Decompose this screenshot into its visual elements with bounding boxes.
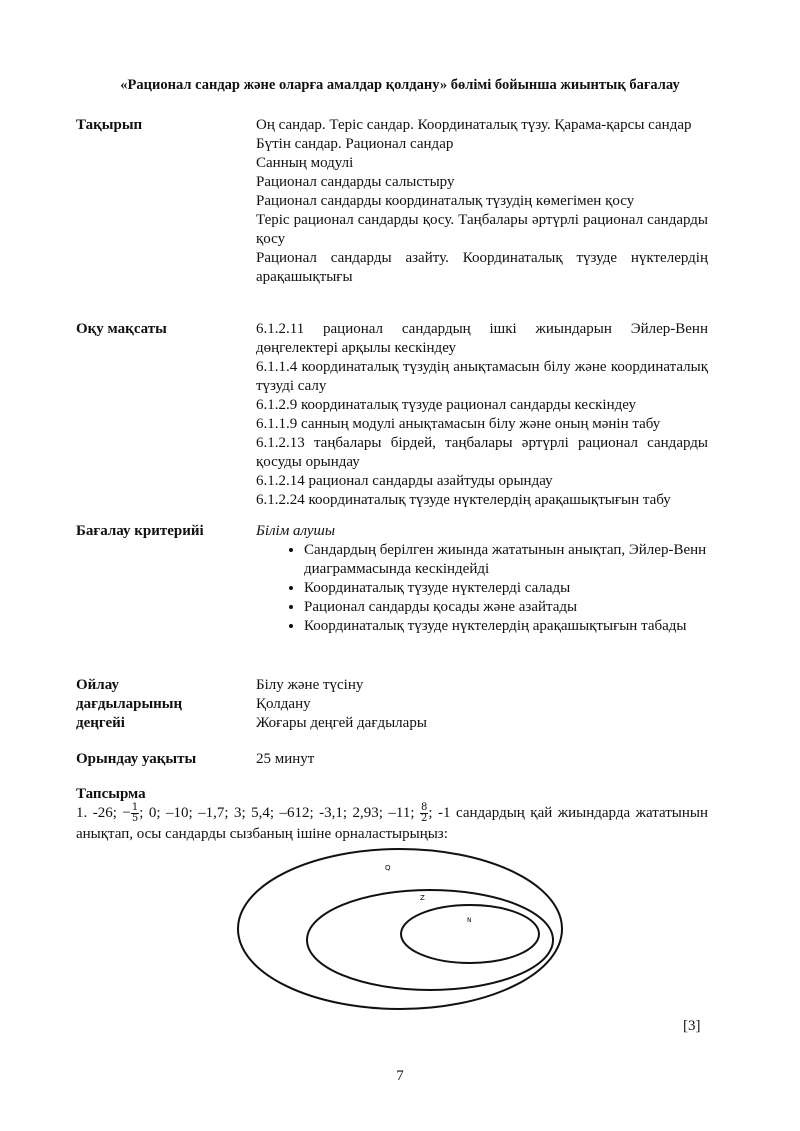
set-q-label: Q xyxy=(385,864,391,872)
objective-line: 6.1.2.13 таңбалары бірдей, таңбалары әртүрлі рационал сандарды қосуды орындау xyxy=(256,435,708,470)
time-value: 25 минут xyxy=(256,751,315,767)
topic-line: Рационал сандарды азайту. Координаталық түзуде нүктелердің арақашықтығы xyxy=(256,250,708,285)
objective-line: 6.1.2.14 рационал сандарды азайтуды орындау xyxy=(256,473,553,489)
set-n-label: N xyxy=(467,917,472,924)
topic-line: Рационал сандарды салыстыру xyxy=(256,174,455,190)
topic-line: Санның модулі xyxy=(256,155,354,171)
thinking-line: Жоғары деңгей дағдылары xyxy=(256,715,427,731)
criteria-content xyxy=(256,522,708,636)
objectives-label: Оқу мақсаты xyxy=(76,321,167,337)
criteria-list xyxy=(256,541,708,636)
topic-line: Рационал сандарды координаталық түзудің көмегімен қосу xyxy=(256,193,635,209)
objective-line: 6.1.2.9 координаталық түзуде рационал сандарды кескіндеу xyxy=(256,397,637,413)
time-label: Орындау уақыты xyxy=(76,751,197,767)
topic-line: Теріс рационал сандарды қосу. Таңбалары әртүрлі рационал сандарды қосу xyxy=(256,212,708,247)
criteria-intro: Білім алушы xyxy=(256,523,336,539)
fraction-denominator: 2 xyxy=(421,813,428,825)
objectives-content xyxy=(256,320,708,510)
set-q-ellipse xyxy=(238,849,562,1009)
topic-line: Бүтін сандар. Рационал сандар xyxy=(256,136,454,152)
topic-label: Тақырып xyxy=(76,117,143,133)
task-part: 1. -26; − xyxy=(76,805,131,821)
score: [3] xyxy=(683,1018,701,1034)
criteria-item: • Сандардың берілген жиында жататынын анықтап, Эйлер-Венн диаграммасында кескіндейді xyxy=(304,541,708,579)
fraction-numerator: 1 xyxy=(131,802,139,814)
criteria-label: Бағалау критерийі xyxy=(76,523,204,539)
task-part: ; -1 сандардың қай жиындарда жататынын анықтап, осы сандарды сызбаның ішіне орналастырыңыз: xyxy=(76,805,708,843)
criteria-item: • Координаталық түзуде нүктелердің арақашықтығын табады xyxy=(304,617,708,636)
thinking-label-line: деңгейі xyxy=(76,715,125,731)
page-title: «Рационал сандар және оларға амалдар қолдану» бөлімі бойынша жиынтық бағалау xyxy=(120,77,680,93)
objective-line: 6.1.2.24 координаталық түзуде нүктелердің арақашықтығын табу xyxy=(256,492,671,508)
set-z-ellipse xyxy=(307,890,553,990)
task-part: ; 0; –10; –1,7; 3; 5,4; –612; -3,1; 2,93; –11; xyxy=(139,805,420,821)
criteria-item: • Координаталық түзуде нүктелерді салады xyxy=(304,579,708,598)
objective-line: 6.1.1.9 санның модулі анықтамасын білу және оның мәнін табу xyxy=(256,416,661,432)
fraction-denominator: 5 xyxy=(131,813,139,825)
set-n-ellipse xyxy=(401,905,539,963)
page-number: 7 xyxy=(396,1068,404,1084)
thinking-label-line: дағдыларының xyxy=(76,696,183,712)
task-heading: Тапсырма xyxy=(76,786,146,802)
set-z-label: Z xyxy=(420,894,425,902)
task-text xyxy=(76,803,708,845)
topic-content xyxy=(256,116,708,287)
thinking-line: Қолдану xyxy=(256,696,311,712)
objective-line: 6.1.1.4 координаталық түзудің анықтамасын білу және координаталық түзуді салу xyxy=(256,359,708,394)
topic-line: Оң сандар. Теріс сандар. Координаталық түзу. Қарама-қарсы сандар xyxy=(256,117,692,133)
venn-diagram xyxy=(230,845,570,1015)
thinking-content xyxy=(256,676,708,733)
thinking-label-line: Ойлау xyxy=(76,677,119,693)
objective-line: 6.1.2.11 рационал сандардың ішкі жиындарын Эйлер-Венн дөңгелектері арқылы кескіндеу xyxy=(256,321,708,356)
fraction-numerator: 8 xyxy=(421,802,428,814)
fraction xyxy=(131,803,139,824)
thinking-line: Білу және түсіну xyxy=(256,677,364,693)
thinking-label xyxy=(76,676,182,733)
criteria-item: • Рационал сандарды қосады және азайтады xyxy=(304,598,708,617)
